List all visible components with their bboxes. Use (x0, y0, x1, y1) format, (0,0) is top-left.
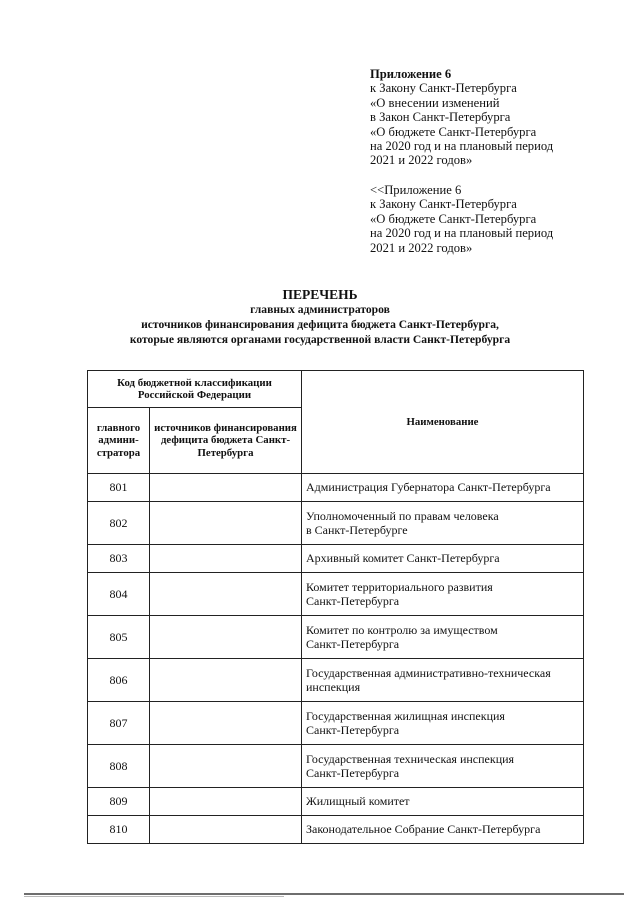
table-row (88, 659, 584, 702)
admin-code-cell: 809 (88, 788, 150, 816)
source-code-cell (150, 545, 302, 573)
appendix-original-line: к Закону Санкт-Петербурга (370, 197, 517, 212)
scan-artifact-line (24, 893, 624, 895)
administrators-table (87, 370, 584, 844)
admin-code-cell: 808 (88, 745, 150, 788)
appendix-original-line: <<Приложение 6 (370, 183, 462, 197)
document-heading (0, 287, 640, 347)
admin-code-cell: 804 (88, 573, 150, 616)
appendix-title: Приложение 6 (370, 67, 452, 81)
administrator-name-line: Государственная техническая инспекция (306, 751, 515, 766)
table-row (88, 816, 584, 844)
appendix-current-block (370, 67, 620, 168)
table-row (88, 545, 584, 573)
source-code-cell (150, 474, 302, 502)
admin-code-cell: 805 (88, 616, 150, 659)
admin-code-cell: 806 (88, 659, 150, 702)
table-row (88, 745, 584, 788)
administrator-name-cell (302, 502, 584, 545)
document-subtitle-line: главных администраторов (250, 303, 390, 316)
appendix-original-line: 2021 и 2022 годов» (370, 240, 473, 255)
scan-artifact-line (24, 896, 284, 897)
table-row (88, 616, 584, 659)
name-header: Наименование (302, 371, 584, 474)
administrator-name-line: Комитет территориального развития (306, 579, 493, 594)
administrator-name-cell (302, 545, 584, 573)
appendix-line: «О внесении изменений (370, 95, 500, 110)
appendix-line: на 2020 год и на плановый период (370, 139, 554, 154)
source-code-cell (150, 745, 302, 788)
table-row (88, 788, 584, 816)
administrator-name-line: Архивный комитет Санкт-Петербурга (306, 551, 500, 566)
document-subtitle-line: которые являются органами государственной власти Санкт-Петербурга (129, 332, 511, 346)
administrator-name-cell (302, 616, 584, 659)
admin-code-cell: 807 (88, 702, 150, 745)
appendix-original-line: на 2020 год и на плановый период (370, 226, 554, 241)
admin-code-cell: 803 (88, 545, 150, 573)
source-code-cell (150, 616, 302, 659)
appendix-original-line: «О бюджете Санкт-Петербурга (370, 211, 537, 226)
administrator-name-line: Уполномоченный по правам человека (306, 508, 499, 523)
source-code-cell (150, 573, 302, 616)
admin-code-cell: 801 (88, 474, 150, 502)
administrator-name-cell (302, 702, 584, 745)
appendix-line: в Закон Санкт-Петербурга (370, 110, 511, 125)
administrator-name-line: Государственная жилищная инспекция (306, 708, 505, 723)
administrator-name-line: Санкт-Петербурга (306, 637, 400, 651)
administrator-name-line: Государственная административно-техническая (306, 665, 551, 680)
administrator-name-line: Санкт-Петербурга (306, 766, 400, 780)
appendix-original-block (370, 183, 620, 255)
table-row (88, 474, 584, 502)
main-admin-header: главного админи-стратора (88, 408, 150, 474)
document-subtitle-line: источников финансирования дефицита бюджета Санкт-Петербурга, (141, 317, 499, 331)
source-code-cell (150, 788, 302, 816)
administrator-name-line: в Санкт-Петербурге (306, 523, 408, 537)
table-row (88, 702, 584, 745)
administrator-name-cell (302, 745, 584, 788)
source-code-cell (150, 816, 302, 844)
source-code-cell (150, 659, 302, 702)
administrator-name-line: Санкт-Петербурга (306, 594, 400, 608)
administrator-name-line: Комитет по контролю за имуществом (306, 622, 498, 637)
administrator-name-cell (302, 474, 584, 502)
document-title: ПЕРЕЧЕНЬ (282, 287, 358, 302)
administrator-name-cell (302, 816, 584, 844)
classification-header: Код бюджетной классификации Российской Федерации (88, 371, 302, 408)
table-body (88, 474, 584, 844)
appendix-line: «О бюджете Санкт-Петербурга (370, 124, 537, 139)
administrator-name-line: Жилищный комитет (306, 794, 410, 809)
administrator-name-cell (302, 573, 584, 616)
sources-header: источников финансирования дефицита бюджета Санкт-Петербурга (150, 408, 302, 474)
table-row (88, 502, 584, 545)
administrator-name-line: Администрация Губернатора Санкт-Петербурга (306, 480, 551, 495)
source-code-cell (150, 702, 302, 745)
appendix-line: 2021 и 2022 годов» (370, 153, 473, 168)
administrator-name-cell (302, 788, 584, 816)
table-row (88, 573, 584, 616)
source-code-cell (150, 502, 302, 545)
administrator-name-line: Санкт-Петербурга (306, 723, 400, 737)
administrator-name-line: Законодательное Собрание Санкт-Петербурга (306, 822, 541, 837)
admin-code-cell: 802 (88, 502, 150, 545)
admin-code-cell: 810 (88, 816, 150, 844)
appendix-line: к Закону Санкт-Петербурга (370, 81, 517, 96)
administrator-name-line: инспекция (306, 680, 361, 694)
administrator-name-cell (302, 659, 584, 702)
